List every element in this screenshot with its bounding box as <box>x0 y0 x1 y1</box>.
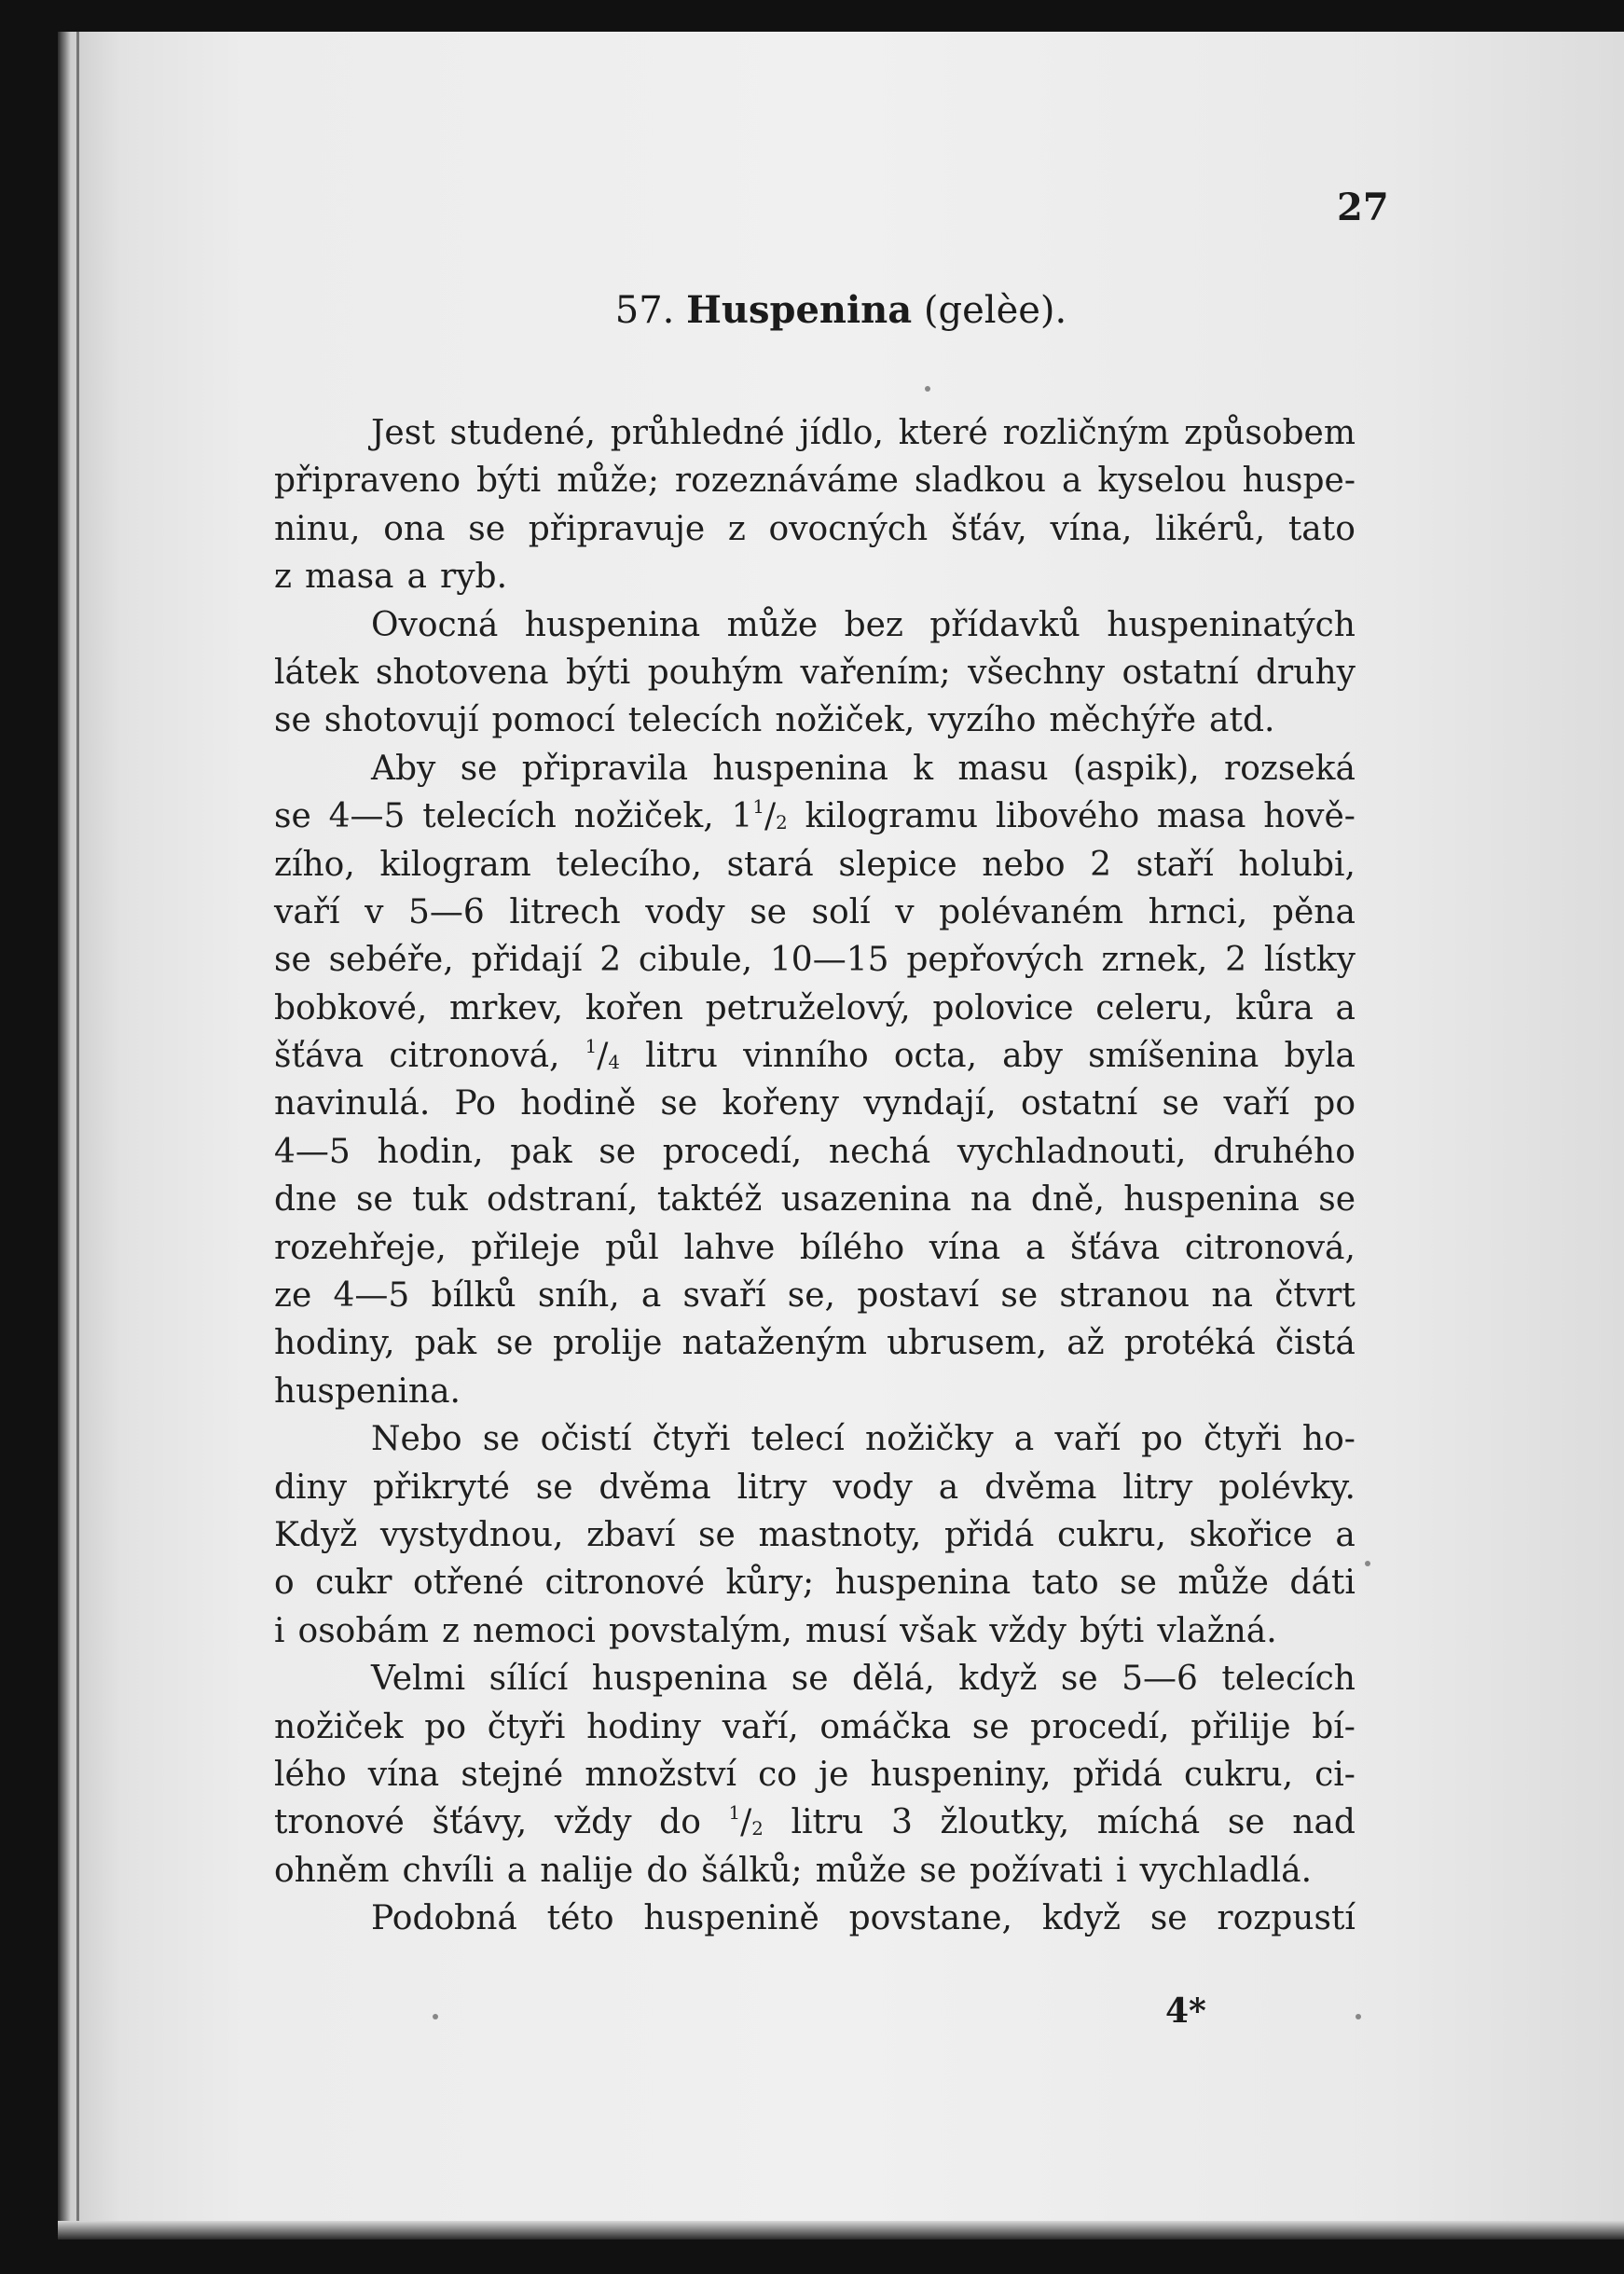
paper-speck <box>1365 1561 1370 1566</box>
text-line: se sebéře, přidají 2 cibule, 10—15 pepřových zrnek, 2 lístky <box>274 941 1356 980</box>
text-line: ze 4—5 bílků sníh, a svaří se, postaví se stranou na čtvrt <box>274 1276 1356 1316</box>
recipe-number: 57. <box>614 289 675 332</box>
page-bottom-edge <box>58 2221 1624 2240</box>
book-page <box>58 32 1624 2240</box>
recipe-body <box>274 409 1356 1943</box>
text-line: o cukr otřené citronové kůry; huspenina tato se může dáti <box>274 1564 1356 1603</box>
text-line: látek shotovena býti pouhým vařením; všechny ostatní druhy <box>274 653 1356 692</box>
text-line: šťáva citronová, $^1/_4$ litru vinního octa, aby smíšenina byla <box>274 1036 1356 1076</box>
text-line: Nebo se očistí čtyři telecí nožičky a vaří po čtyři ho- <box>371 1420 1356 1459</box>
text-line: rozehřeje, přileje půl lahve bílého vína a šťáva citronová, <box>274 1228 1356 1267</box>
text-line: Když vystydnou, zbaví se mastnoty, přidá cukru, skořice a <box>274 1515 1356 1554</box>
text-line: ohněm chvíli a nalije do šálků; může se požívati i vychladlá. <box>274 1851 1313 1890</box>
page-binding-edge <box>58 32 71 2240</box>
text-line: diny přikryté se dvěma litry vody a dvěma litry polévky. <box>274 1468 1356 1507</box>
text-line: bobkové, mrkev, kořen petruželový, polovice celeru, kůra a <box>274 988 1356 1027</box>
text-line: 4—5 hodin, pak se procedí, nechá vychladnouti, druhého <box>274 1132 1356 1171</box>
text-line: i osobám z nemoci povstalým, musí však vždy býti vlažná. <box>274 1611 1277 1650</box>
text-line: se shotovují pomocí telecích nožiček, vyzího měchýře atd. <box>274 701 1275 740</box>
text-line: Jest studené, průhledné jídlo, které rozličným způsobem <box>371 414 1356 452</box>
text-line: hodiny, pak se prolije nataženým ubrusem, až protéká čistá <box>274 1324 1356 1363</box>
recipe-heading <box>58 288 1624 332</box>
text-line: ninu, ona se připravuje z ovocných šťáv, vína, likérů, tato <box>274 509 1356 548</box>
text-line: se 4—5 telecích nožiček, $1^1/_2$ kilogramu libového masa hově- <box>274 796 1356 836</box>
text-line: připraveno býti může; rozeznáváme sladkou a kyselou huspe- <box>274 462 1356 501</box>
paper-speck <box>1356 2014 1361 2019</box>
text-line: navinulá. Po hodině se kořeny vyndají, ostatní se vaří po <box>274 1084 1356 1123</box>
text-line: Ovocná huspenina může bez přídavků huspeninatých <box>371 605 1356 644</box>
recipe-title: Huspenina <box>686 288 913 332</box>
text-line: nožiček po čtyři hodiny vaří, omáčka se procedí, přilije bí- <box>274 1707 1356 1746</box>
text-line: zího, kilogram telecího, stará slepice nebo 2 staří holubi, <box>274 845 1356 884</box>
text-line: Podobná této huspenině povstane, když se rozpustí <box>371 1899 1356 1938</box>
text-line: lého vína stejné množství co je huspeniny, přidá cukru, ci- <box>274 1755 1356 1794</box>
printer-signature-mark: 4* <box>1165 1991 1206 2031</box>
text-line: vaří v 5—6 litrech vody se solí v polévaném hrnci, pěna <box>274 892 1356 931</box>
text-line: huspenina. <box>274 1371 461 1411</box>
page-number: 27 <box>1337 186 1389 229</box>
text-line: Aby se připravila huspenina k masu (aspik), rozseká <box>371 749 1356 788</box>
page-margin-rule <box>76 32 79 2240</box>
text-line: dne se tuk odstraní, taktéž usazenina na dně, huspenina se <box>274 1180 1356 1220</box>
recipe-subtitle: (gelèe). <box>923 289 1067 332</box>
paper-speck <box>925 386 930 392</box>
text-line: tronové šťávy, vždy do $^1/_2$ litru 3 žloutky, míchá se nad <box>274 1802 1356 1842</box>
text-line: z masa a ryb. <box>274 558 508 597</box>
paper-speck <box>433 2014 438 2019</box>
text-line: Velmi sílící huspenina se dělá, když se 5—6 telecích <box>371 1660 1356 1699</box>
